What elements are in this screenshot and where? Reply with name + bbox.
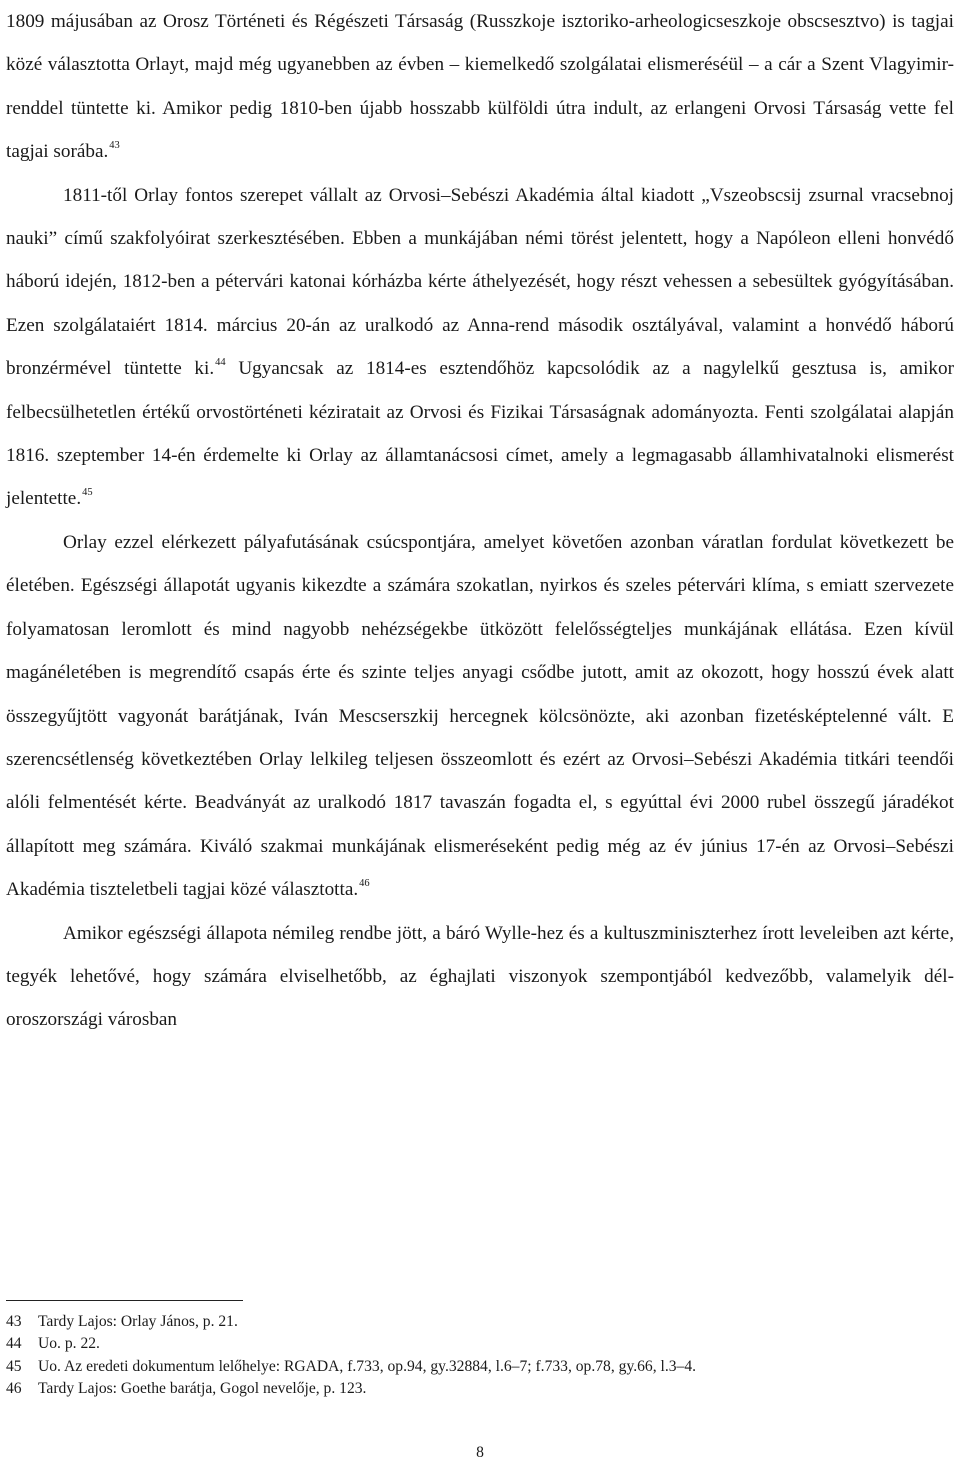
paragraph-4-text: Amikor egészségi állapota némileg rendbe jött, a báró Wylle-hez és a kultuszminiszterhez írott leveleiben azt kérte, tegyék lehetővé, hogy számára elviselhetőbb, az éghajlati viszonyok szempontjából kedvezőbb, valamelyik dél-oroszországi városban [6,922,954,1031]
footnote-ref-44[interactable]: 44 [215,357,226,369]
footnote-ref-43[interactable]: 43 [109,140,120,152]
footnote-text: Uo. p. 22. [38,1335,100,1353]
paragraph-3-text: Orlay ezzel elérkezett pályafutásának csúcspontjára, amelyet követően azonban váratlan fordulat következett be életében. Egészségi állapotát ugyanis kikezdte a számára szokatlan, nyirkos és szeles pétervári klíma, s emiatt szervezete folyamatosan leromlott és mind nagyobb nehézségekbe ütközött felelősségteljes munkájának ellátása. Ezen kívül magánéletében is megrendítő csapás érte és szinte teljes anyagi csődbe jutott, amit az okozott, hogy hosszú évek alatt összegyűjtött vagyonát barátjának, Iván Mescserszkij hercegnek kölcsönözte, aki azonban fizetésképtelenné vált. E szerencsétlenség következtében Orlay lelkileg teljesen összeomlott és ezért az Orvosi–Sebészi Akadémia titkári teendői alóli felmentését kérte. Beadványát az uralkodó 1817 tavaszán fogadta el, s egyúttal évi 2000 rubel összegű járadékot állapított meg számára. Kiváló szakmai munkájának elismeréseként pedig még az év június 17-én az Orvosi–Sebészi Akadémia tiszteletbeli tagjai közé választotta. [6,531,954,901]
paragraph-2-text-part2: Ugyancsak az 1814-es esztendőhöz kapcsolódik az a nagylelkű gesztusa is, amikor felbecsülhetetlen értékű orvostörténeti kéziratait az Orvosi és Fizikai Társaságnak adományozta. Fenti szolgálatai alapján 1816. szeptember 14-én érdemelte ki Orlay az államtanácsosi címet, amely a legmagasabb államhivatalnoki elismerést jelentette. [6,358,954,510]
paragraph-4 [6,912,954,1042]
footnote-ref-46[interactable]: 46 [359,878,370,890]
footnote-separator [6,1300,243,1301]
footnote-ref-45[interactable]: 45 [82,487,93,499]
footnote-text: Tardy Lajos: Orlay János, p. 21. [38,1313,238,1330]
paragraph-2-text-part1: 1811-től Orlay fontos szerepet vállalt az Orvosi–Sebészi Akadémia által kiadott „Vszeobscsij zsurnal vracsebnoj nauki” című szakfolyóirat szerkesztésében. Ebben a munkájában némi törést jelentett, hogy a Napóleon elleni honvédő háború idején, 1812-ben a pétervári katonai kórházba kérte áthelyezését, hogy részt vehessen a sebesültek gyógyításában. Ezen szolgálataiért 1814. március 20-án az uralkodó az Anna-rend második osztályával, valamint a honvédő háború bronzérmével tüntette ki. [6,184,954,380]
footnotes [6,1311,954,1400]
footnote-number: 46 [6,1379,22,1397]
paragraph-1-text: 1809 májusában az Orosz Történeti és Régészeti Társaság (Russzkoje isztoriko-arheologicseszkoje obscsesztvo) is tagjai közé választotta Orlayt, majd még ugyanebben az évben – kiemelkedő szolgálatai elismeréséül – a cár a Szent Vlagyimir-renddel tüntette ki. Amikor pedig 1810-ben újabb hosszabb külföldi útra indult, az erlangeni Orvosi Társaság vette fel tagjai sorába. [6,11,954,163]
footnote-number: 44 [6,1335,22,1353]
paragraph-3 [6,521,954,912]
footnote-43 [6,1311,954,1333]
document-page [6,0,954,1464]
paragraph-2 [6,174,954,521]
body-text [6,0,954,1042]
paragraph-1 [6,0,954,174]
footnote-44 [6,1333,954,1355]
footnote-46 [6,1378,954,1400]
footnote-45 [6,1356,954,1378]
page-number: 8 [476,1444,484,1461]
footnote-text: Uo. Az eredeti dokumentum lelőhelye: RGADA, f.733, op.94, gy.32884, l.6–7; f.733, op.78, gy.66, l.3–4. [38,1357,697,1375]
footnote-number: 45 [6,1357,22,1375]
footnote-number: 43 [6,1313,22,1330]
footnote-text: Tardy Lajos: Goethe barátja, Gogol nevelője, p. 123. [38,1379,367,1397]
